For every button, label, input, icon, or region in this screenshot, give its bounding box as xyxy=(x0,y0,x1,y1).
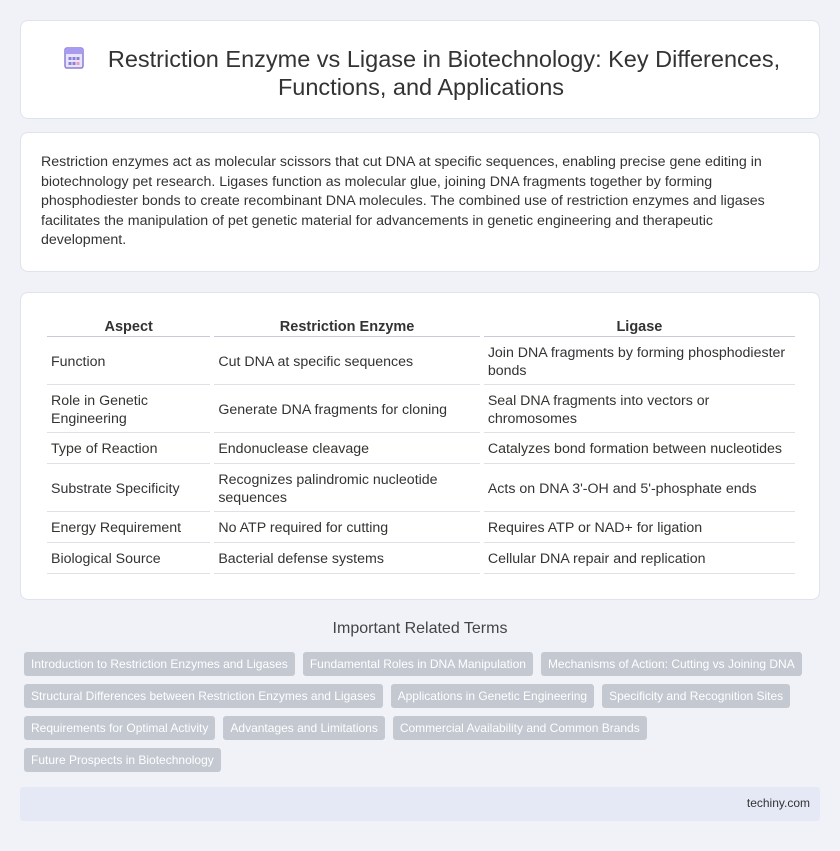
intro-card xyxy=(20,132,820,272)
cell-enzyme: Generate DNA fragments for cloning xyxy=(214,387,480,433)
cell-enzyme: Endonuclease cleavage xyxy=(214,435,480,464)
intro-paragraph: Restriction enzymes act as molecular scissors that cut DNA at specific sequences, enabling precise gene editing in biotechnology pet research. Ligases function as molecular glue, joining DNA fragments together by forming phosphodiester bonds to create recombinant DNA molecules. The combined use of restriction enzymes and ligases facilitates the manipulation of pet genetic material for advancements in genetic engineering and therapeutic development. xyxy=(41,154,765,249)
cell-aspect: Substrate Specificity xyxy=(47,466,210,512)
footer xyxy=(20,787,820,821)
header-card xyxy=(20,20,820,119)
table-row xyxy=(47,435,795,464)
cell-enzyme: Cut DNA at specific sequences xyxy=(214,339,480,385)
header-restriction-enzyme: Restriction Enzyme xyxy=(214,315,480,337)
related-term-tag[interactable]: Specificity and Recognition Sites xyxy=(602,684,790,708)
cell-ligase: Catalyzes bond formation between nucleotides xyxy=(484,435,795,464)
cell-ligase: Join DNA fragments by forming phosphodiester bonds xyxy=(484,339,795,385)
document-icon xyxy=(62,46,86,70)
cell-ligase: Seal DNA fragments into vectors or chromosomes xyxy=(484,387,795,433)
cell-enzyme: No ATP required for cutting xyxy=(214,514,480,543)
related-term-tag[interactable]: Commercial Availability and Common Brands xyxy=(393,716,647,740)
cell-enzyme: Recognizes palindromic nucleotide sequences xyxy=(214,466,480,512)
cell-aspect: Role in Genetic Engineering xyxy=(47,387,210,433)
comparison-card xyxy=(20,292,820,600)
cell-ligase: Acts on DNA 3'-OH and 5'-phosphate ends xyxy=(484,466,795,512)
page-title: Restriction Enzyme vs Ligase in Biotechnology: Key Differences, Functions, and Applications xyxy=(107,46,781,100)
cell-aspect: Type of Reaction xyxy=(47,435,210,464)
table-row xyxy=(47,545,795,574)
table-header-row xyxy=(47,315,795,337)
footer-site-link[interactable]: techiny.com xyxy=(746,796,810,810)
related-term-tag[interactable]: Structural Differences between Restriction Enzymes and Ligases xyxy=(24,684,383,708)
related-term-tag[interactable]: Future Prospects in Biotechnology xyxy=(24,748,221,772)
cell-ligase: Cellular DNA repair and replication xyxy=(484,545,795,574)
table-row xyxy=(47,339,795,385)
cell-aspect: Biological Source xyxy=(47,545,210,574)
related-term-tag[interactable]: Advantages and Limitations xyxy=(223,716,384,740)
related-term-tag[interactable]: Fundamental Roles in DNA Manipulation xyxy=(303,652,533,676)
table-row xyxy=(47,514,795,543)
related-term-tag[interactable]: Applications in Genetic Engineering xyxy=(391,684,594,708)
cell-aspect: Energy Requirement xyxy=(47,514,210,543)
comparison-table xyxy=(43,313,799,576)
related-term-tag[interactable]: Introduction to Restriction Enzymes and Ligases xyxy=(24,652,295,676)
table-row xyxy=(47,466,795,512)
related-terms-list xyxy=(24,652,814,772)
cell-enzyme: Bacterial defense systems xyxy=(214,545,480,574)
header-aspect: Aspect xyxy=(47,315,210,337)
table-row xyxy=(47,387,795,433)
cell-aspect: Function xyxy=(47,339,210,385)
related-terms-title: Important Related Terms xyxy=(332,620,508,637)
cell-ligase: Requires ATP or NAD+ for ligation xyxy=(484,514,795,543)
related-term-tag[interactable]: Mechanisms of Action: Cutting vs Joining DNA xyxy=(541,652,802,676)
related-term-tag[interactable]: Requirements for Optimal Activity xyxy=(24,716,215,740)
header-ligase: Ligase xyxy=(484,315,795,337)
page-title-wrap xyxy=(21,45,821,101)
